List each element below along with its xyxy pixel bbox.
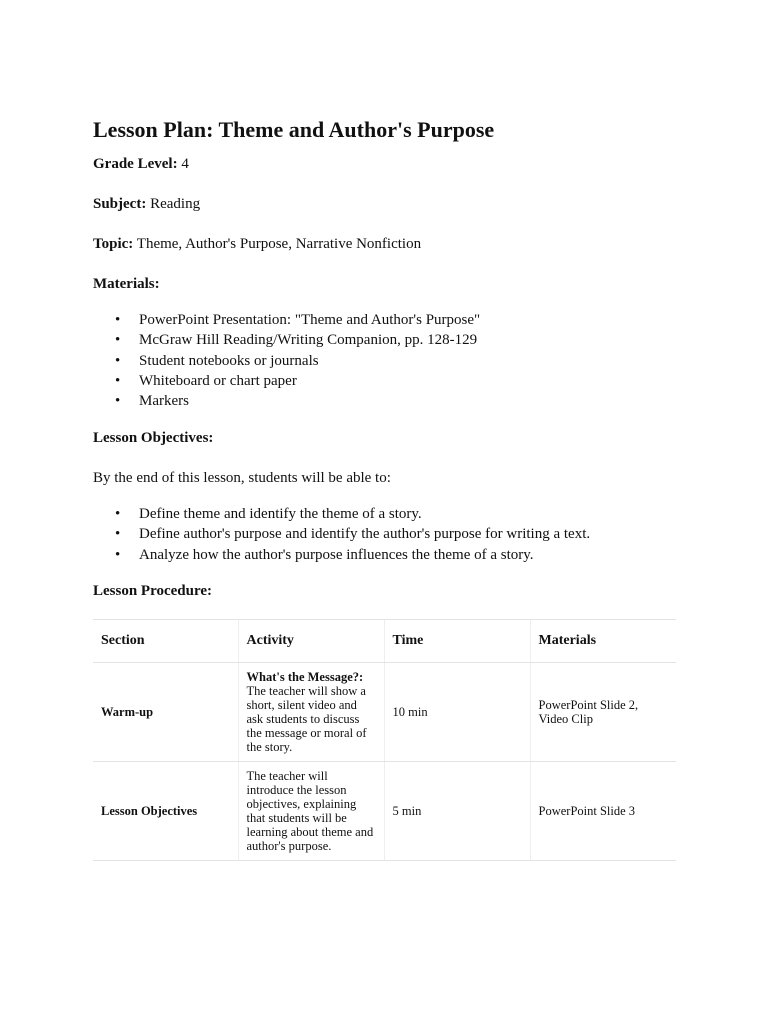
bullet-icon: • xyxy=(115,526,121,543)
page-title: Lesson Plan: Theme and Author's Purpose xyxy=(93,117,495,142)
activity-text: The teacher will introduce the lesson objectives, explaining that students will be learning about theme and author's purpose. xyxy=(246,769,374,853)
list-item-text: Analyze how the author's purpose influences the theme of a story. xyxy=(139,546,534,563)
list-item xyxy=(93,391,480,411)
list-item-text: Markers xyxy=(139,393,189,410)
objectives-list xyxy=(93,504,590,565)
subject-label: Subject: xyxy=(93,196,147,212)
cell-activity xyxy=(238,663,384,762)
materials-heading: Materials: xyxy=(93,276,160,292)
list-item xyxy=(93,545,590,565)
bullet-icon: • xyxy=(115,506,121,522)
table-row xyxy=(93,663,676,762)
grade-level-label: Grade Level: xyxy=(93,156,178,172)
list-item-text: McGraw Hill Reading/Writing Companion, pp. 128-129 xyxy=(139,332,478,349)
list-item xyxy=(93,310,480,330)
cell-time: 5 min xyxy=(384,762,530,861)
procedure-table xyxy=(93,619,676,861)
bullet-icon: • xyxy=(115,352,121,369)
table-header-row xyxy=(93,620,676,663)
bullet-icon: • xyxy=(115,312,121,328)
cell-section: Warm-up xyxy=(93,663,238,762)
procedure-heading: Lesson Procedure: xyxy=(93,583,213,599)
topic-label: Topic: xyxy=(93,236,134,252)
list-item-text: Define author's purpose and identify the author's purpose for writing a text. xyxy=(139,526,591,543)
column-header-time: Time xyxy=(384,620,530,663)
list-item-text: Whiteboard or chart paper xyxy=(139,372,297,389)
list-item-text: Student notebooks or journals xyxy=(139,352,319,369)
subject-line xyxy=(93,194,200,214)
list-item-text: Define theme and identify the theme of a story. xyxy=(139,506,422,522)
materials-list xyxy=(93,310,480,411)
list-item xyxy=(93,330,480,350)
list-item xyxy=(93,524,590,544)
cell-time: 10 min xyxy=(384,663,530,762)
column-header-materials: Materials xyxy=(530,620,676,663)
objectives-intro: By the end of this lesson, students will be able to: xyxy=(93,470,391,486)
activity-text: The teacher will show a short, silent video and ask students to discuss the message or moral of the story. xyxy=(246,684,367,754)
bullet-icon: • xyxy=(115,393,121,410)
activity-title: What's the Message?: xyxy=(246,670,364,684)
cell-materials: PowerPoint Slide 2, Video Clip xyxy=(530,663,676,762)
list-item xyxy=(93,504,590,524)
cell-materials: PowerPoint Slide 3 xyxy=(530,762,676,861)
cell-section: Lesson Objectives xyxy=(93,762,238,861)
topic-line xyxy=(93,234,421,254)
grade-level-line xyxy=(93,154,189,174)
bullet-icon: • xyxy=(115,546,121,563)
bullet-icon: • xyxy=(115,332,121,349)
grade-level-value: 4 xyxy=(181,156,189,172)
list-item xyxy=(93,351,480,371)
table-row xyxy=(93,762,676,861)
bullet-icon: • xyxy=(115,372,121,389)
column-header-activity: Activity xyxy=(238,620,384,663)
list-item xyxy=(93,371,480,391)
cell-activity xyxy=(238,762,384,861)
topic-value: Theme, Author's Purpose, Narrative Nonfiction xyxy=(136,236,422,252)
subject-value: Reading xyxy=(150,196,201,212)
objectives-heading: Lesson Objectives: xyxy=(93,430,214,446)
list-item-text: PowerPoint Presentation: "Theme and Author's Purpose" xyxy=(139,312,481,328)
column-header-section: Section xyxy=(93,620,238,663)
